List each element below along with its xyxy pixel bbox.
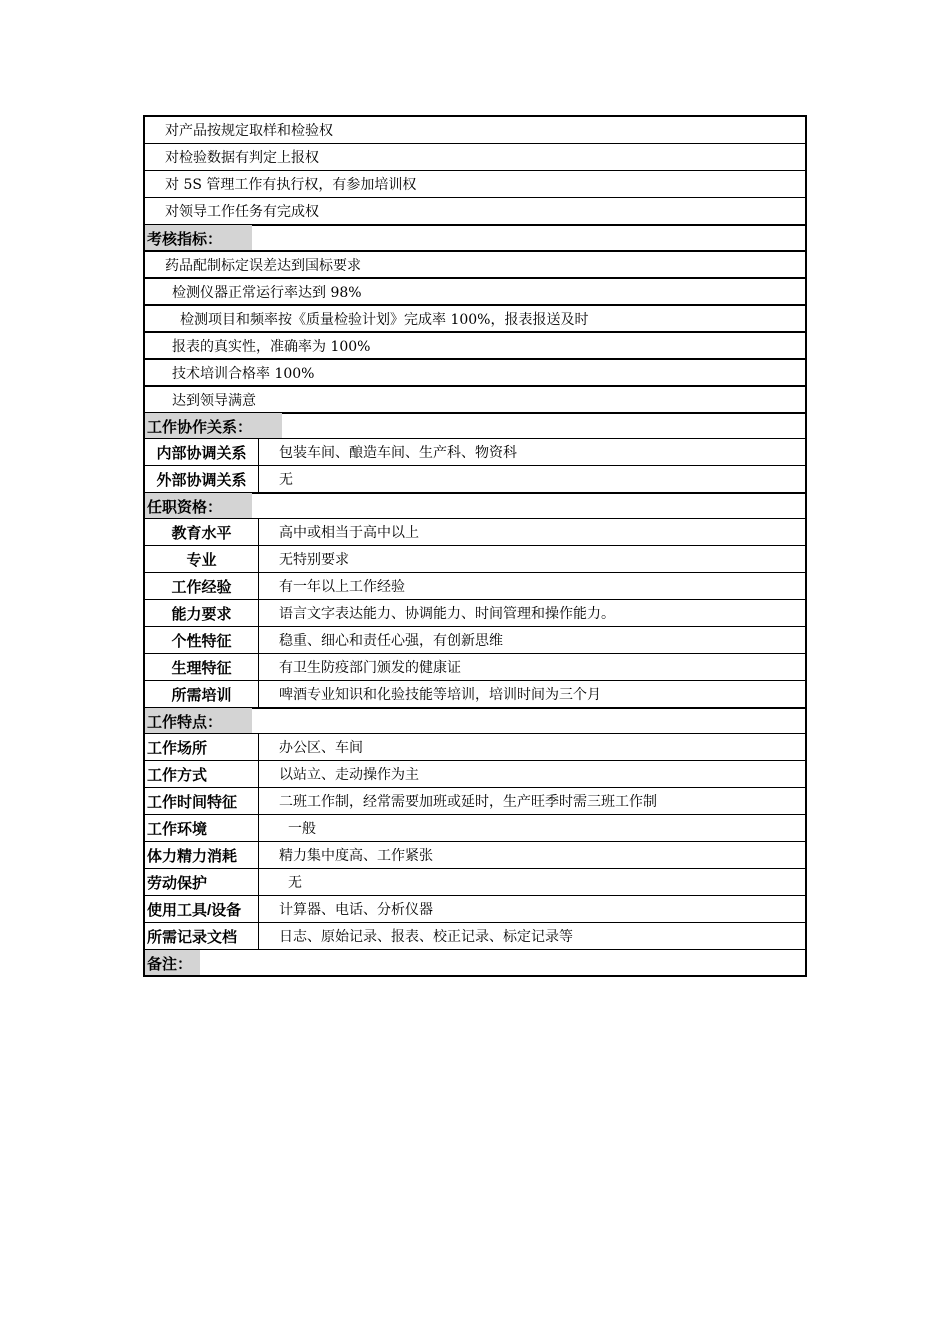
job-description-table (143, 115, 807, 977)
rights-text: 对产品按规定取样和检验权 (165, 123, 333, 139)
features-row (145, 868, 805, 895)
rights-row (145, 197, 805, 224)
qualification-label: 工作经验 (145, 573, 259, 599)
rights-text: 对领导工作任务有完成权 (165, 204, 319, 220)
notes-row (145, 949, 805, 975)
rights-text: 对检验数据有判定上报权 (165, 150, 319, 166)
features-label: 使用工具/设备 (145, 896, 259, 922)
qualification-value: 语言文字表达能力、协调能力、时间管理和操作能力。 (279, 606, 615, 622)
kpi-text: 检测仪器正常运行率达到 98% (172, 284, 362, 301)
qualification-value: 有卫生防疫部门颁发的健康证 (279, 660, 461, 676)
cooperation-row (145, 465, 805, 492)
qualification-row (145, 599, 805, 626)
qualification-label: 能力要求 (145, 600, 259, 626)
features-value: 二班工作制，经常需要加班或延时，生产旺季时需三班工作制 (279, 794, 657, 810)
rights-text: 对 5S 管理工作有执行权，有参加培训权 (165, 177, 417, 193)
qualification-value: 稳重、细心和责任心强，有创新思维 (279, 633, 503, 649)
qualification-row (145, 572, 805, 599)
qualification-value: 高中或相当于高中以上 (279, 525, 419, 541)
qualification-row (145, 653, 805, 680)
qualification-value: 无特别要求 (279, 552, 349, 568)
rights-row (145, 170, 805, 197)
features-value: 以站立、走动操作为主 (279, 767, 419, 783)
features-value: 无 (288, 875, 302, 891)
qualification-value: 有一年以上工作经验 (279, 579, 405, 595)
features-row (145, 922, 805, 949)
features-title: 工作特点： (145, 708, 252, 733)
kpi-row (145, 304, 805, 331)
features-row (145, 814, 805, 841)
features-value: 精力集中度高、工作紧张 (279, 848, 433, 864)
cooperation-label: 外部协调关系 (145, 466, 259, 492)
features-label: 所需记录文档 (145, 923, 259, 949)
features-row (145, 733, 805, 760)
features-row (145, 760, 805, 787)
qualification-row (145, 626, 805, 653)
kpi-row (145, 358, 805, 385)
features-value: 日志、原始记录、报表、校正记录、标定记录等 (279, 929, 573, 945)
cooperation-label: 内部协调关系 (145, 439, 259, 465)
qualification-value: 啤酒专业知识和化验技能等培训，培训时间为三个月 (279, 687, 601, 703)
qualification-label: 所需培训 (145, 681, 259, 707)
qualification-title: 任职资格： (145, 493, 252, 518)
notes-title: 备注： (145, 950, 200, 975)
features-value: 计算器、电话、分析仪器 (279, 902, 433, 918)
rights-row (145, 117, 805, 143)
cooperation-value: 包装车间、酿造车间、生产科、物资科 (279, 445, 517, 461)
rights-row (145, 143, 805, 170)
kpi-row (145, 277, 805, 304)
features-label: 工作环境 (145, 815, 259, 841)
qualification-row (145, 545, 805, 572)
features-label: 体力精力消耗 (145, 842, 259, 868)
cooperation-title: 工作协作关系： (145, 413, 282, 438)
qualification-label: 生理特征 (145, 654, 259, 680)
kpi-section-header (145, 224, 805, 250)
kpi-row (145, 385, 805, 412)
features-value: 办公区、车间 (279, 740, 363, 756)
cooperation-value: 无 (279, 472, 293, 488)
qualification-label: 个性特征 (145, 627, 259, 653)
kpi-title: 考核指标： (145, 225, 252, 250)
features-row (145, 787, 805, 814)
qualification-label: 教育水平 (145, 519, 259, 545)
qualification-row (145, 518, 805, 545)
features-label: 工作场所 (145, 734, 259, 760)
kpi-text: 技术培训合格率 100% (172, 365, 315, 382)
kpi-text: 达到领导满意 (172, 392, 256, 409)
cooperation-section-header (145, 412, 805, 438)
kpi-text: 报表的真实性，准确率为 100% (172, 338, 371, 355)
kpi-text: 检测项目和频率按《质量检验计划》完成率 100%，报表报送及时 (180, 311, 589, 328)
features-value: 一般 (288, 821, 316, 837)
kpi-row (145, 331, 805, 358)
features-label: 劳动保护 (145, 869, 259, 895)
features-label: 工作方式 (145, 761, 259, 787)
features-section-header (145, 707, 805, 733)
cooperation-row (145, 438, 805, 465)
features-label: 工作时间特征 (145, 788, 259, 814)
qualification-row (145, 680, 805, 707)
features-row (145, 895, 805, 922)
kpi-text: 药品配制标定误差达到国标要求 (165, 257, 361, 274)
features-row (145, 841, 805, 868)
kpi-row (145, 250, 805, 277)
qualification-label: 专业 (145, 546, 259, 572)
qualification-section-header (145, 492, 805, 518)
